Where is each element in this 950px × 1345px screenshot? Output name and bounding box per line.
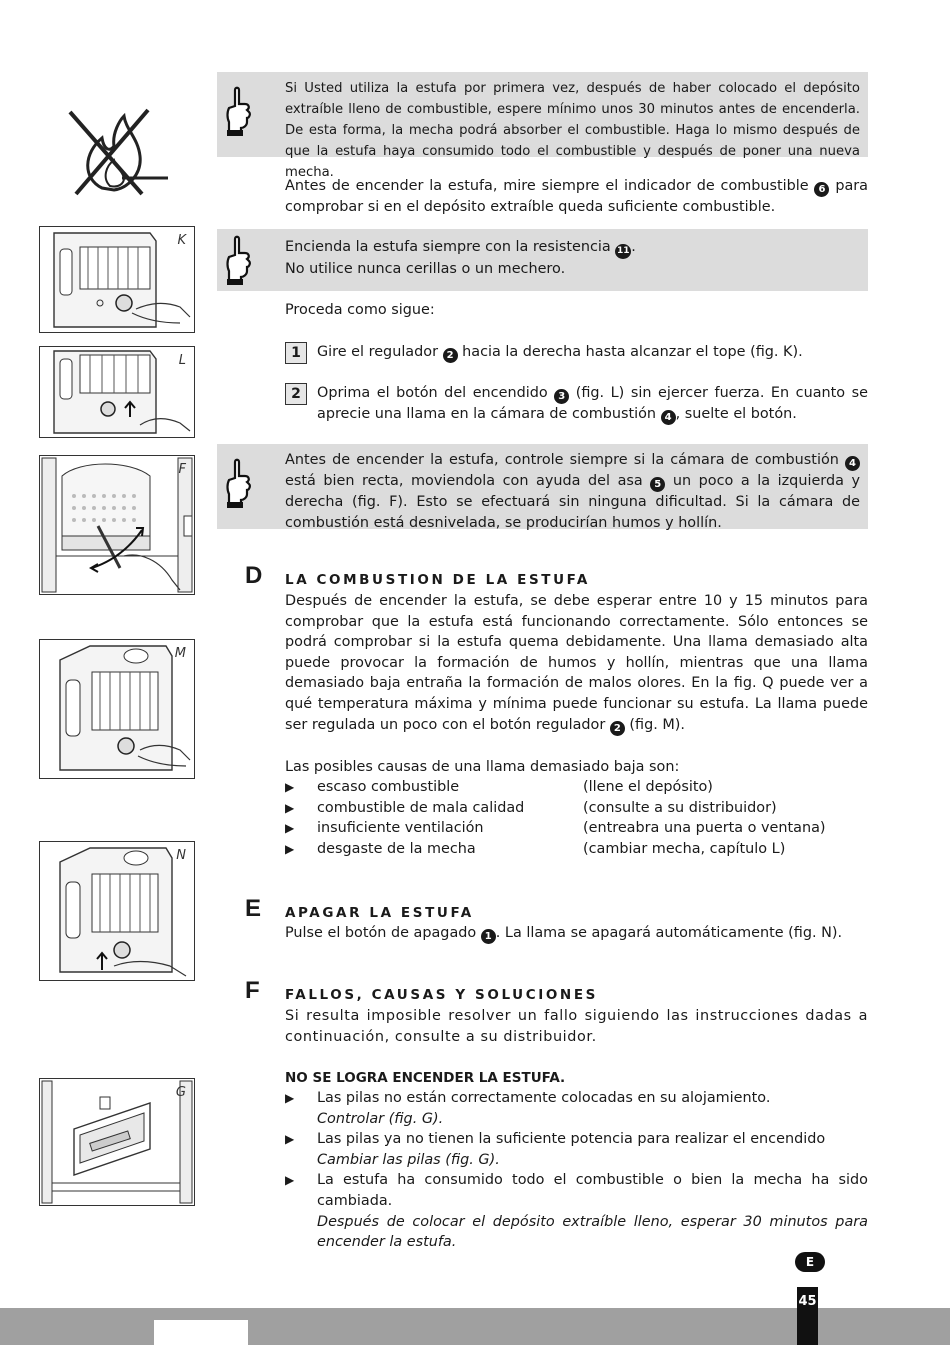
- note-ignite-line2: No utilice nunca cerillas o un mechero.: [285, 261, 566, 277]
- figure-m: [39, 639, 195, 779]
- language-badge: E: [795, 1252, 825, 1272]
- proceed-text: Proceda como sigue:: [285, 302, 435, 318]
- section-d-title: LA COMBUSTION DE LA ESTUFA: [285, 572, 590, 588]
- num-badge: 3: [554, 389, 569, 404]
- page-number: 45: [797, 1287, 818, 1345]
- step-2-text: Oprima el botón del encendido 3 (fig. L) sin ejercer fuerza. En cuanto se aprecie una llama en la cámara de combustión 4 , suelte el botón.: [317, 385, 868, 423]
- num-badge: 2: [610, 721, 625, 736]
- list-item: ▶ escaso combustible (llene el depósito): [285, 779, 713, 795]
- num-badge: 11: [615, 244, 631, 259]
- section-e-title: APAGAR LA ESTUFA: [285, 905, 474, 921]
- note-ignite: Encienda la estufa siempre con la resistencia 11 . No utilice nunca cerillas o un mechero.: [217, 229, 868, 291]
- no-match-icon: [62, 108, 172, 196]
- pointing-hand-icon: [223, 86, 253, 140]
- list-item: ▶ desgaste de la mecha (cambiar mecha, capítulo L): [285, 840, 786, 857]
- list-item: ▶ Las pilas ya no tienen la suficiente potencia para realizar el encendido Cambiar las pilas (fig. G).: [285, 1131, 826, 1168]
- indicator-paragraph: Antes de encender la estufa, mire siempre el indicador de combustible 6 para comprobar si en el depósito extraíble queda suficiente combustible.: [285, 178, 869, 215]
- figure-l-label: L: [178, 353, 186, 368]
- section-f-title: FALLOS, CAUSAS Y SOLUCIONES: [285, 987, 598, 1003]
- note-first-use-text: Si Usted utiliza la estufa por primera vez, después de haber colocado el depósito extraíble lleno de combustible, espere mínimo unos 30 minutos antes de encenderla. De esta forma, la mecha podrá absorber el combustible. Haga lo mismo después de que la estufa haya consumido todo el combustible y después de poner una nueva mecha.: [285, 81, 860, 180]
- causes-list: [285, 777, 868, 859]
- figure-g-label: G: [175, 1085, 186, 1100]
- figure-f: [39, 455, 195, 595]
- figure-n: [39, 841, 195, 981]
- figure-m-label: M: [174, 646, 186, 661]
- figure-l: [39, 346, 195, 438]
- section-e-letter: E: [245, 895, 262, 922]
- figure-f-label: F: [178, 462, 186, 477]
- list-item: ▶ insuficiente ventilación (entreabra una puerta o ventana): [285, 820, 826, 837]
- num-badge: 4: [661, 410, 676, 425]
- note-chamber-text: Antes de encender la estufa, controle siempre si la cámara de combustión 4 está bien recta, moviendola con ayuda del asa 5 un poco a la izquierda y derecha (fig. F). Esto se efectuará sin ninguna dificultad. Si la cámara de combustión está desnivelada, se producirían humos y hollín.: [285, 452, 860, 531]
- num-badge: 6: [814, 182, 829, 197]
- step-number-1: 1: [285, 342, 307, 364]
- section-e-text: Pulse el botón de apagado 1 . La llama se apagará automáticamente (fig. N).: [285, 925, 843, 942]
- list-item: ▶ Las pilas no están correctamente colocadas en su alojamiento. Controlar (fig. G).: [285, 1090, 771, 1127]
- note-chamber: [217, 444, 868, 529]
- num-badge: 2: [443, 348, 458, 363]
- step-1-text: Gire el regulador 2 hacia la derecha hasta alcanzar el tope (fig. K).: [317, 344, 803, 361]
- figure-k-label: K: [177, 233, 186, 248]
- list-item: ▶ combustible de mala calidad (consulte a su distribuidor): [285, 799, 777, 816]
- figure-k: [39, 226, 195, 333]
- step-number-2: 2: [285, 383, 307, 405]
- section-d-letter: D: [245, 562, 263, 589]
- figure-n-label: N: [176, 848, 186, 863]
- section-f-letter: F: [245, 977, 260, 1004]
- footer-white-block: [154, 1320, 248, 1345]
- num-badge: 1: [481, 929, 496, 944]
- pointing-hand-icon: [223, 458, 253, 512]
- section-f-text: Si resulta imposible resolver un fallo siguiendo las instrucciones dadas a continuación, consulte a su distribuidor.: [285, 1008, 868, 1045]
- num-badge: 4: [845, 456, 860, 471]
- num-badge: 5: [650, 477, 665, 492]
- causes-intro: Las posibles causas de una llama demasiado baja son:: [285, 759, 680, 775]
- list-item: ▶ La estufa ha consumido todo el combustible o bien la mecha ha sido cambiada. Después de colocar el depósito extraíble lleno, esperar 30 minutos para encender la estufa.: [285, 1172, 868, 1251]
- note-first-use: [217, 72, 868, 180]
- troubleshoot-list: [285, 1088, 868, 1253]
- section-d-text: Después de encender la estufa, se debe esperar entre 10 y 15 minutos para comprobar que la estufa está funcionando correctamente. Sólo entonces se podrá comprobar si la estufa quema debidamente. Una llama demasiado alta puede provocar la formación de humos y hollín, mientras que una llama demasiado baja entraña la formación de malos olores. En la fig. Q puede ver a qué temperatura máxima y mínima puede funcionar su estufa. La llama puede ser regulada un poco con el botón regulador 2 (fig. M).: [285, 593, 868, 734]
- figure-g: [39, 1078, 195, 1206]
- pointing-hand-icon: [223, 235, 253, 289]
- section-f-subhead: NO SE LOGRA ENCENDER LA ESTUFA.: [285, 1070, 566, 1086]
